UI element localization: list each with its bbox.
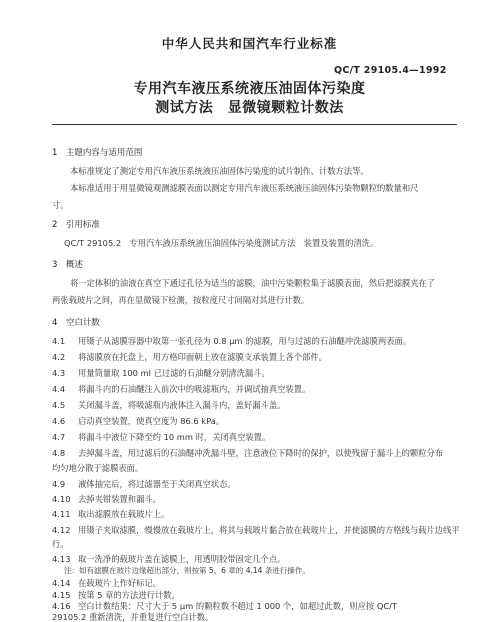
item-text: 取一洗净的载玻片盖在滤膜上，用透明胶带固定几个点。 bbox=[78, 554, 286, 564]
section-3-heading: 3 概述 bbox=[52, 260, 83, 270]
item-4-8 bbox=[52, 448, 443, 458]
item-4-8-continued: 均匀地分散于滤膜表面。 bbox=[52, 463, 144, 473]
item-number: 4.4 bbox=[52, 384, 66, 394]
title-line-2: 测试方法 显微镜颗粒计数法 bbox=[155, 100, 344, 116]
item-4-14 bbox=[52, 578, 161, 588]
item-4-6 bbox=[52, 416, 224, 426]
section-2-heading: 2 引用标准 bbox=[52, 220, 100, 230]
item-4-13 bbox=[52, 554, 285, 564]
item-number: 4.2 bbox=[52, 352, 66, 362]
standard-code: QC/T 29105.4—1992 bbox=[334, 65, 447, 76]
item-text: 将滤膜放在托盘上，用方格印面朝上放在滤膜支承装置上各个部件。 bbox=[78, 352, 327, 362]
item-4-1 bbox=[52, 336, 411, 346]
item-4-5 bbox=[52, 400, 285, 410]
section-3-line-1: 将一定体积的油液在真空下通过孔径为适当的滤膜，油中污染颗粒集于滤膜表面，然后把滤膜夹在了 bbox=[70, 278, 436, 288]
item-4-9 bbox=[52, 479, 236, 489]
item-4-12-continued: 行。 bbox=[52, 539, 69, 549]
item-number: 4.6 bbox=[52, 416, 66, 426]
item-text: 液体抽完后，将过滤器至于关闭真空状态。 bbox=[78, 479, 236, 489]
item-text: 用量筒量取 100 ml 已过滤的石油醚分别清洗漏斗。 bbox=[78, 368, 270, 378]
item-number: 4.16 bbox=[52, 601, 71, 611]
item-number: 4.12 bbox=[52, 525, 71, 535]
item-4-3 bbox=[52, 368, 270, 378]
standard-type: 中华人民共和国汽车行业标准 bbox=[161, 36, 338, 51]
item-4-2 bbox=[52, 352, 327, 362]
item-text: 启动真空装置，使真空度为 86.6 kPa。 bbox=[78, 416, 225, 426]
item-text: 将漏斗内的石油醚注入前次中的吸滤瓶内，并调试抽真空装置。 bbox=[78, 384, 311, 394]
item-number: 4.8 bbox=[52, 448, 66, 458]
item-4-16-continued: 29105.2 重新清洗，并重复进行空白计数。 bbox=[52, 612, 214, 622]
section-2-line-1: QC/T 29105.2 专用汽车液压系统液压油固体污染度测试方法 装置及装置的清洗。 bbox=[64, 238, 379, 248]
item-number: 4.7 bbox=[52, 432, 66, 442]
item-4-7 bbox=[52, 432, 270, 442]
item-4-11 bbox=[52, 509, 169, 519]
item-number: 4.1 bbox=[52, 336, 66, 346]
item-4-16 bbox=[52, 601, 397, 611]
item-4-10 bbox=[52, 494, 161, 504]
item-text: 用镊子夹取滤膜，慢慢放在载玻片上，将其与载玻片黏合放在载玻片上，并使滤膜的方格线与载片边线平 bbox=[78, 525, 460, 535]
item-number: 4.5 bbox=[52, 400, 66, 410]
title-divider bbox=[52, 124, 457, 125]
section-3-line-2: 两张载玻片之间，再在显微镜下检测，按粒度尺寸间隔对其进行计数。 bbox=[52, 295, 310, 305]
item-text: 空白计数结果：尺寸大于 5 μm 的颗粒数不超过 1 000 个，如超过此数，则应按 QC/T bbox=[78, 601, 398, 611]
item-text: 取出滤膜放在载玻片上。 bbox=[78, 509, 170, 519]
section-4-heading: 4 空白计数 bbox=[52, 318, 100, 328]
item-text: 在载玻片上作好标记。 bbox=[78, 578, 161, 588]
section-1-line-1: 本标准规定了测定专用汽车液压系统液压油固体污染度的试片制作、计数方法等。 bbox=[70, 166, 369, 176]
section-1-line-3: 寸。 bbox=[52, 200, 69, 210]
item-number: 4.9 bbox=[52, 479, 66, 489]
item-text: 关闭漏斗盖，将吸滤瓶内液体注入漏斗内，盖好漏斗盖。 bbox=[78, 400, 286, 410]
item-4-12 bbox=[52, 525, 460, 535]
item-number: 4.11 bbox=[52, 509, 71, 519]
item-text: 去掉夹钳装置和漏斗。 bbox=[78, 494, 161, 504]
title-line-1: 专用汽车液压系统液压油固体污染度 bbox=[133, 81, 366, 97]
item-number: 4.13 bbox=[52, 554, 71, 564]
section-1-line-2: 本标准适用于用显微镜观测滤膜表面以测定专用汽车液压系统液压油固体污染物颗粒的数量和尺 bbox=[70, 183, 419, 193]
section-1-heading: 1 主题内容与适用范围 bbox=[52, 148, 143, 158]
item-number: 4.14 bbox=[52, 578, 71, 588]
item-text: 将漏斗中液位下降至约 10 mm 时，关闭真空装置。 bbox=[78, 432, 271, 442]
item-4-4 bbox=[52, 384, 310, 394]
item-number: 4.15 bbox=[52, 590, 71, 600]
item-number: 4.10 bbox=[52, 494, 71, 504]
item-number: 4.3 bbox=[52, 368, 66, 378]
item-text: 用镊子从滤膜容器中取第一张孔径为 0.8 μm 的滤膜，用与过滤的石油醚冲洗滤膜两表面。 bbox=[78, 336, 412, 346]
item-4-15 bbox=[52, 590, 180, 600]
item-text: 去掉漏斗盖，用过滤后的石油醚冲洗漏斗壁，注意液位下降时的保护，以使残留于漏斗上的颗粒分布 bbox=[78, 448, 444, 458]
item-note: 注：如有滤膜在玻片边缘超出部分，则按第 5、6 章的 4.14 条进行操作。 bbox=[64, 566, 310, 575]
item-text: 按第 5 章的方法进行计数。 bbox=[78, 590, 180, 600]
